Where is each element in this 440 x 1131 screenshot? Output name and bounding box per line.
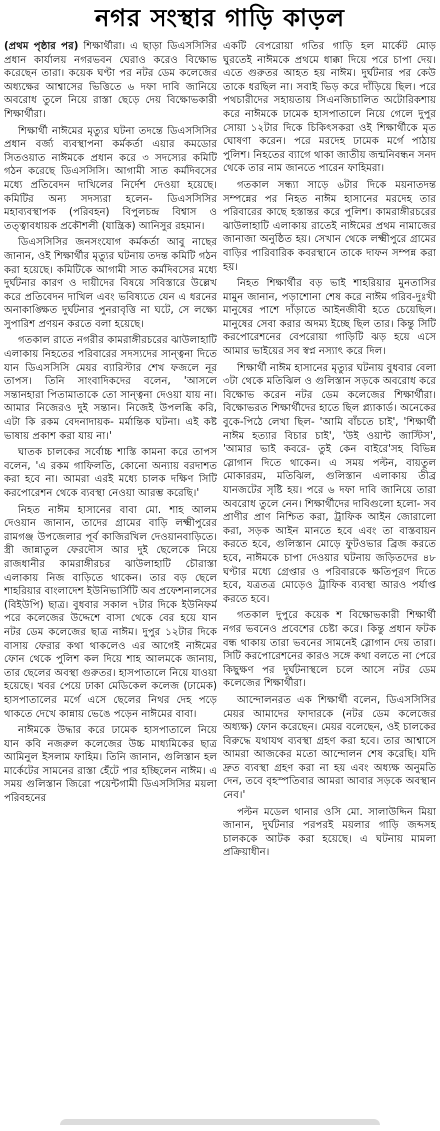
paragraph: গতকাল সন্ধ্যা সাড়ে ৬টার দিকে ময়নাতদন্ত সম্পন্নের পর নিহত নাঈম হাসানের মরদেহ তার পরিবারের কাছে হস্তান্তর করে পুলিশ। কামরাঙ্গীরচরের ঝাউলাহাটি এলাকায় রাতেই নাঈমের প্রথম নামাজের জানাজা অনুষ্ঠিত হয়। সেখান থেকে লক্ষ্মীপুরে গ্রামের বাড়ির পারিবারিক কবরস্থানে তাকে দাফন সম্পন্ন করা হয়।	[223, 179, 436, 273]
paragraph: গতকাল রাতে নগরীর কামরাঙ্গীরচরের ঝাউলাহাটি এলাকায় নিহতের পরিবারের সদস্যদের সান্ত্বনা দিতে যান ডিএসসিসি মেয়র ব্যারিস্টার শেখ ফজলে নূর তাপস। তিনি সাংবাদিকদের বলেন, 'আসলে সন্তানহারা পিতামাতাকে তো সান্ত্বনা দেওয়া যায় না। আমার নিজেরও দুই সন্তান। নিজেই উপলব্ধি করি, এটা কি রকম বেদনাদায়ক- মর্মান্তিক ঘটনা। এই কষ্ট ভাষায় প্রকাশ করা যায় না।'	[4, 335, 217, 442]
continuation-label: (প্রথম পৃষ্ঠার পর)	[4, 41, 79, 52]
paragraph: পল্টন মডেল থানার ওসি মো. সালাউদ্দিন মিয়া জানান, দুর্ঘটনার পরপরই ময়লার গাড়ি জব্দসহ চালককে আটক করা হয়েছে। এ ঘটনায় মামলা প্রক্রিয়াধীন।	[223, 806, 436, 859]
paragraph: শিক্ষার্থী নাঈমের মৃত্যুর ঘটনা তদন্তে ডিএসসিসির প্রধান বর্জ্য ব্যবস্থাপনা কর্মকর্তা এয়ার কমডোর সিতওয়াত নাঈমকে প্রধান করে ৩ সদস্যের কমিটি গঠন করেছে ডিএসসিসি। আগামী সাত কর্মদিবসের মধ্যে প্রতিবেদন দাখিলের নির্দেশ দেওয়া হয়েছে। কমিটির অন্য সদস্যরা হলেন- ডিএসসিসির মহাব্যবস্থাপক (পরিবহন) বিপুলচন্দ্র বিশ্বাস ও তত্ত্বাবধায়ক প্রকৌশলী (যান্ত্রিক) আনিসুর রহমান।	[4, 125, 217, 232]
column-left	[4, 40, 217, 1123]
paragraph: নিহত শিক্ষার্থীর বড় ভাই শাহরিয়ার মুনতাসির মামুন জানান, পড়াশোনা শেষ করে নাঈম গরিব-দুঃখী মানুষের পাশে দাঁড়াতে আইনজীবী হতে চেয়েছিল। মানুষের সেবা করার অদম্য ইচ্ছে ছিল তার। কিন্তু সিটি করপোরেশনের বেপরোয়া গাড়িটি ঝড় হয়ে এসে আমার ভাইয়ের সব স্বপ্ন নস্যাৎ করে দিল।	[223, 278, 436, 358]
paragraph: একটি বেপরোয়া গতির গাড়ি হল মার্কেট মোড় ঘুরতেই নাঈমকে প্রথমে ধাক্কা দিয়ে পরে চাপা দেয়। এতে গুরুতর আহত হয় নাঈম। দুর্ঘটনার পর কেউ তাকে ধরছিল না। সবাই ভিড় করে দাঁড়িয়ে ছিল। পরে পথচারীদের সহায়তায় সিএনজিচালিত অটোরিকশায় করে নাঈমকে ঢামেক হাসপাতালে নিয়ে গেলে দুপুর সোয়া ১২টার দিকে চিকিৎসকরা ওই শিক্ষার্থীকে মৃত ঘোষণা করেন। পরে মরদেহ ঢামেক মর্গে পাঠায় পুলিশ। নিহতের ব্যাগে থাকা জাতীয় জন্মনিবন্ধন সনদ থেকে তার নাম জানতে পারেন ফাহিমরা।	[223, 41, 436, 175]
paragraph: গতকাল দুপুরে কয়েক শ বিক্ষোভকারী শিক্ষার্থী নগর ভবনেও প্রবেশের চেষ্টা করে। কিন্তু প্রধান ফটক বন্ধ থাকায় তারা ভবনের সামনেই স্লোগান দেয় তারা। সিটি করপোরেশনের কারও সঙ্গে কথা বলতে না পেরে কিছুক্ষণ পর দুর্ঘটনাস্থলে চলে আসে নটর ডেম কলেজের শিক্ষার্থীরা।	[223, 610, 436, 690]
paragraph: ঘাতক চালকের সর্বোচ্চ শাস্তি কামনা করে তাপস বলেন, 'এ রকম গাফিলতি, কোনো অন্যায় বরদাশত করা হবে না। আমরা এরই মধ্যে চালক দক্ষিণ সিটি করপোরেশন থেকে ব্যবস্থা নেওয়া আরম্ভ করেছি।'	[4, 447, 217, 499]
paragraph-text: শিক্ষার্থীরা। এ ছাড়া ডিএসসিসির প্রধান কার্যালয় নগরভবন ঘেরাও করেও বিক্ষোভ করেছেন তারা। কয়েক ঘণ্টা পর নটর ডেম কলেজের অধ্যক্ষের আশ্বাসের ভিত্তিতে ৬ দফা দাবি জানিয়ে অবরোধ তুলে নিয়ে রাস্তা ছেড়ে দেয় বিক্ষোভকারী শিক্ষার্থীরা।	[4, 41, 217, 120]
column-right	[223, 40, 436, 1123]
cut-off-next-headline	[60, 1119, 380, 1131]
paragraph: আন্দোলনরত এক শিক্ষার্থী বলেন, ডিএসসিসির মেয়র আমাদের ফাদারকে (নটর ডেম কলেজের অধ্যক্ষ) ফোন করেছেন। মেয়র বলেছেন, ওই চালকের বিরুদ্ধে যথাযথ ব্যবস্থা গ্রহণ করা হবে। তার আশ্বাসে আমরা আজকের মতো আন্দোলন শেষ করেছি। যদি দ্রুত ব্যবস্থা গ্রহণ করা না হয় এবং অধ্যক্ষ অনুমতি দেন, তবে বৃহস্পতিবার আমরা আবার সড়কে অবস্থান নেব।'	[223, 694, 436, 802]
paragraph: শিক্ষার্থী নাঈম হাসানের মৃত্যুর ঘটনায় বুধবার বেলা ৩টা থেকে মতিঝিল ও গুলিস্তান সড়কে অবরোধ করে বিক্ষোভ করেন নটর ডেম কলেজের শিক্ষার্থীরা। বিক্ষোভরত শিক্ষার্থীদের হাতে ছিল প্ল্যাকার্ড। অনেকের বুকে-পিঠে লেখা ছিল- 'আমি বাঁচতে চাই', 'শিক্ষার্থী নাঈম হত্যার বিচার চাই', 'উই ওয়ান্ট জাস্টিস', 'আমার ভাই কবরে- তুই কেন বাইরে'সহ বিভিন্ন স্লোগান দিতে থাকেন। এ সময় পল্টন, বায়তুল মোকাররম, মতিঝিল, গুলিস্তান এলাকায় তীব্র যানজটের সৃষ্টি হয়। পরে ৬ দফা দাবি জানিয়ে তারা অবরোধ তুলে নেন। শিক্ষার্থীদের দাবিগুলো হলো- সব প্রাণীর প্রাণ নিশ্চিত করা, ট্রাফিক আইন জোরালো করা, সড়ক আইন মানতে হবে এবং তা বাস্তবায়ন করতে হবে, গুলিস্তান মোড়ে ফুটওভার ব্রিজ করতে হবে, নাঈমকে চাপা দেওয়ার ঘটনায় জড়িতদের ৪৮ ঘণ্টার মধ্যে গ্রেপ্তার ও পরিবারকে ক্ষতিপূরণ দিতে হবে, যত্রতত্র মোড়েও ট্রাফিক ব্যবস্থা আরও পর্যাপ্ত করতে হবে।	[223, 362, 436, 605]
paragraph: নাঈমকে উদ্ধার করে ঢামেক হাসপাতালে নিয়ে যান কবি নজরুল কলেজের উচ্চ মাধ্যমিকের ছাত্র আমিনুল ইসলাম ফাহিম। তিনি জানান, গুলিস্তান হল মার্কেটের সামনের রাস্তা হেঁটে পার হচ্ছিলেন নাঈম। এ সময় গুলিস্তান জিরো পয়েন্টগামী ডিএসসিসির ময়লা পরিবহনের	[4, 725, 217, 805]
paragraph: নিহত নাঈম হাসানের বাবা মো. শাহ আলম দেওয়ান জানান, তাদের গ্রামের বাড়ি লক্ষ্মীপুরের রামগঞ্জ উপজেলার পূর্ব কাজিরখিল দেওয়ানবাড়িতে। স্ত্রী জান্নাতুল ফেরদৌস আর দুই ছেলেকে নিয়ে রাজধানীর কামরাঙ্গীরচর ঝাউলাহাটি চৌরাস্তা এলাকায় নিজ বাড়িতে থাকেন। তার বড় ছেলে শাহরিয়ার বাংলাদেশ ইউনিভার্সিটি অব প্রফেশনালসের (বিইউপি) ছাত্র। বুধবার সকাল ৭টার দিকে ইউনিফর্ম পরে কলেজের উদ্দেশে বাসা থেকে বের হয়ে যান নটর ডেম কলেজের ছাত্র নাঈম। দুপুর ১২টার দিকে বাসায় ফেরার কথা থাকলেও এর আগেই নাঈমের ফোন থেকে পুলিশ কল দিয়ে শাহ আলমকে জানায়, তার ছেলের অবস্থা গুরুতর। হাসপাতালে নিয়ে যাওয়া হয়েছে। খবর পেয়ে ঢাকা মেডিকেল কলেজ (ঢামেক) হাসপাতালের মর্গে এসে ছেলের নিথর দেহ পড়ে থাকতে দেখে কান্নায় ভেঙে পড়েন নাঈমের বাবা।	[4, 504, 217, 720]
article-columns	[4, 40, 436, 1123]
paragraph: ডিএসসিসির জনসংযোগ কর্মকর্তা আবু নাছের জানান, ওই শিক্ষার্থীর মৃত্যুর ঘটনায় তদন্ত কমিটি গঠন করা হয়েছে। কমিটিকে আগামী সাত কর্মদিবসের মধ্যে দুর্ঘটনার কারণ ও দায়ীদের বিষয়ে সবিস্তারে উল্লেখ করে প্রতিবেদন দাখিল এবং ভবিষ্যতে যেন এ ধরনের অনাকাঙ্ক্ষিত দুর্ঘটনার পুনরাবৃত্তি না ঘটে, সে লক্ষ্যে সুপারিশ প্রণয়ন করতে বলা হয়েছে।	[4, 237, 217, 330]
paragraph	[4, 40, 217, 122]
headline: নগর সংস্থার গাড়ি কাড়ল	[94, 3, 345, 32]
